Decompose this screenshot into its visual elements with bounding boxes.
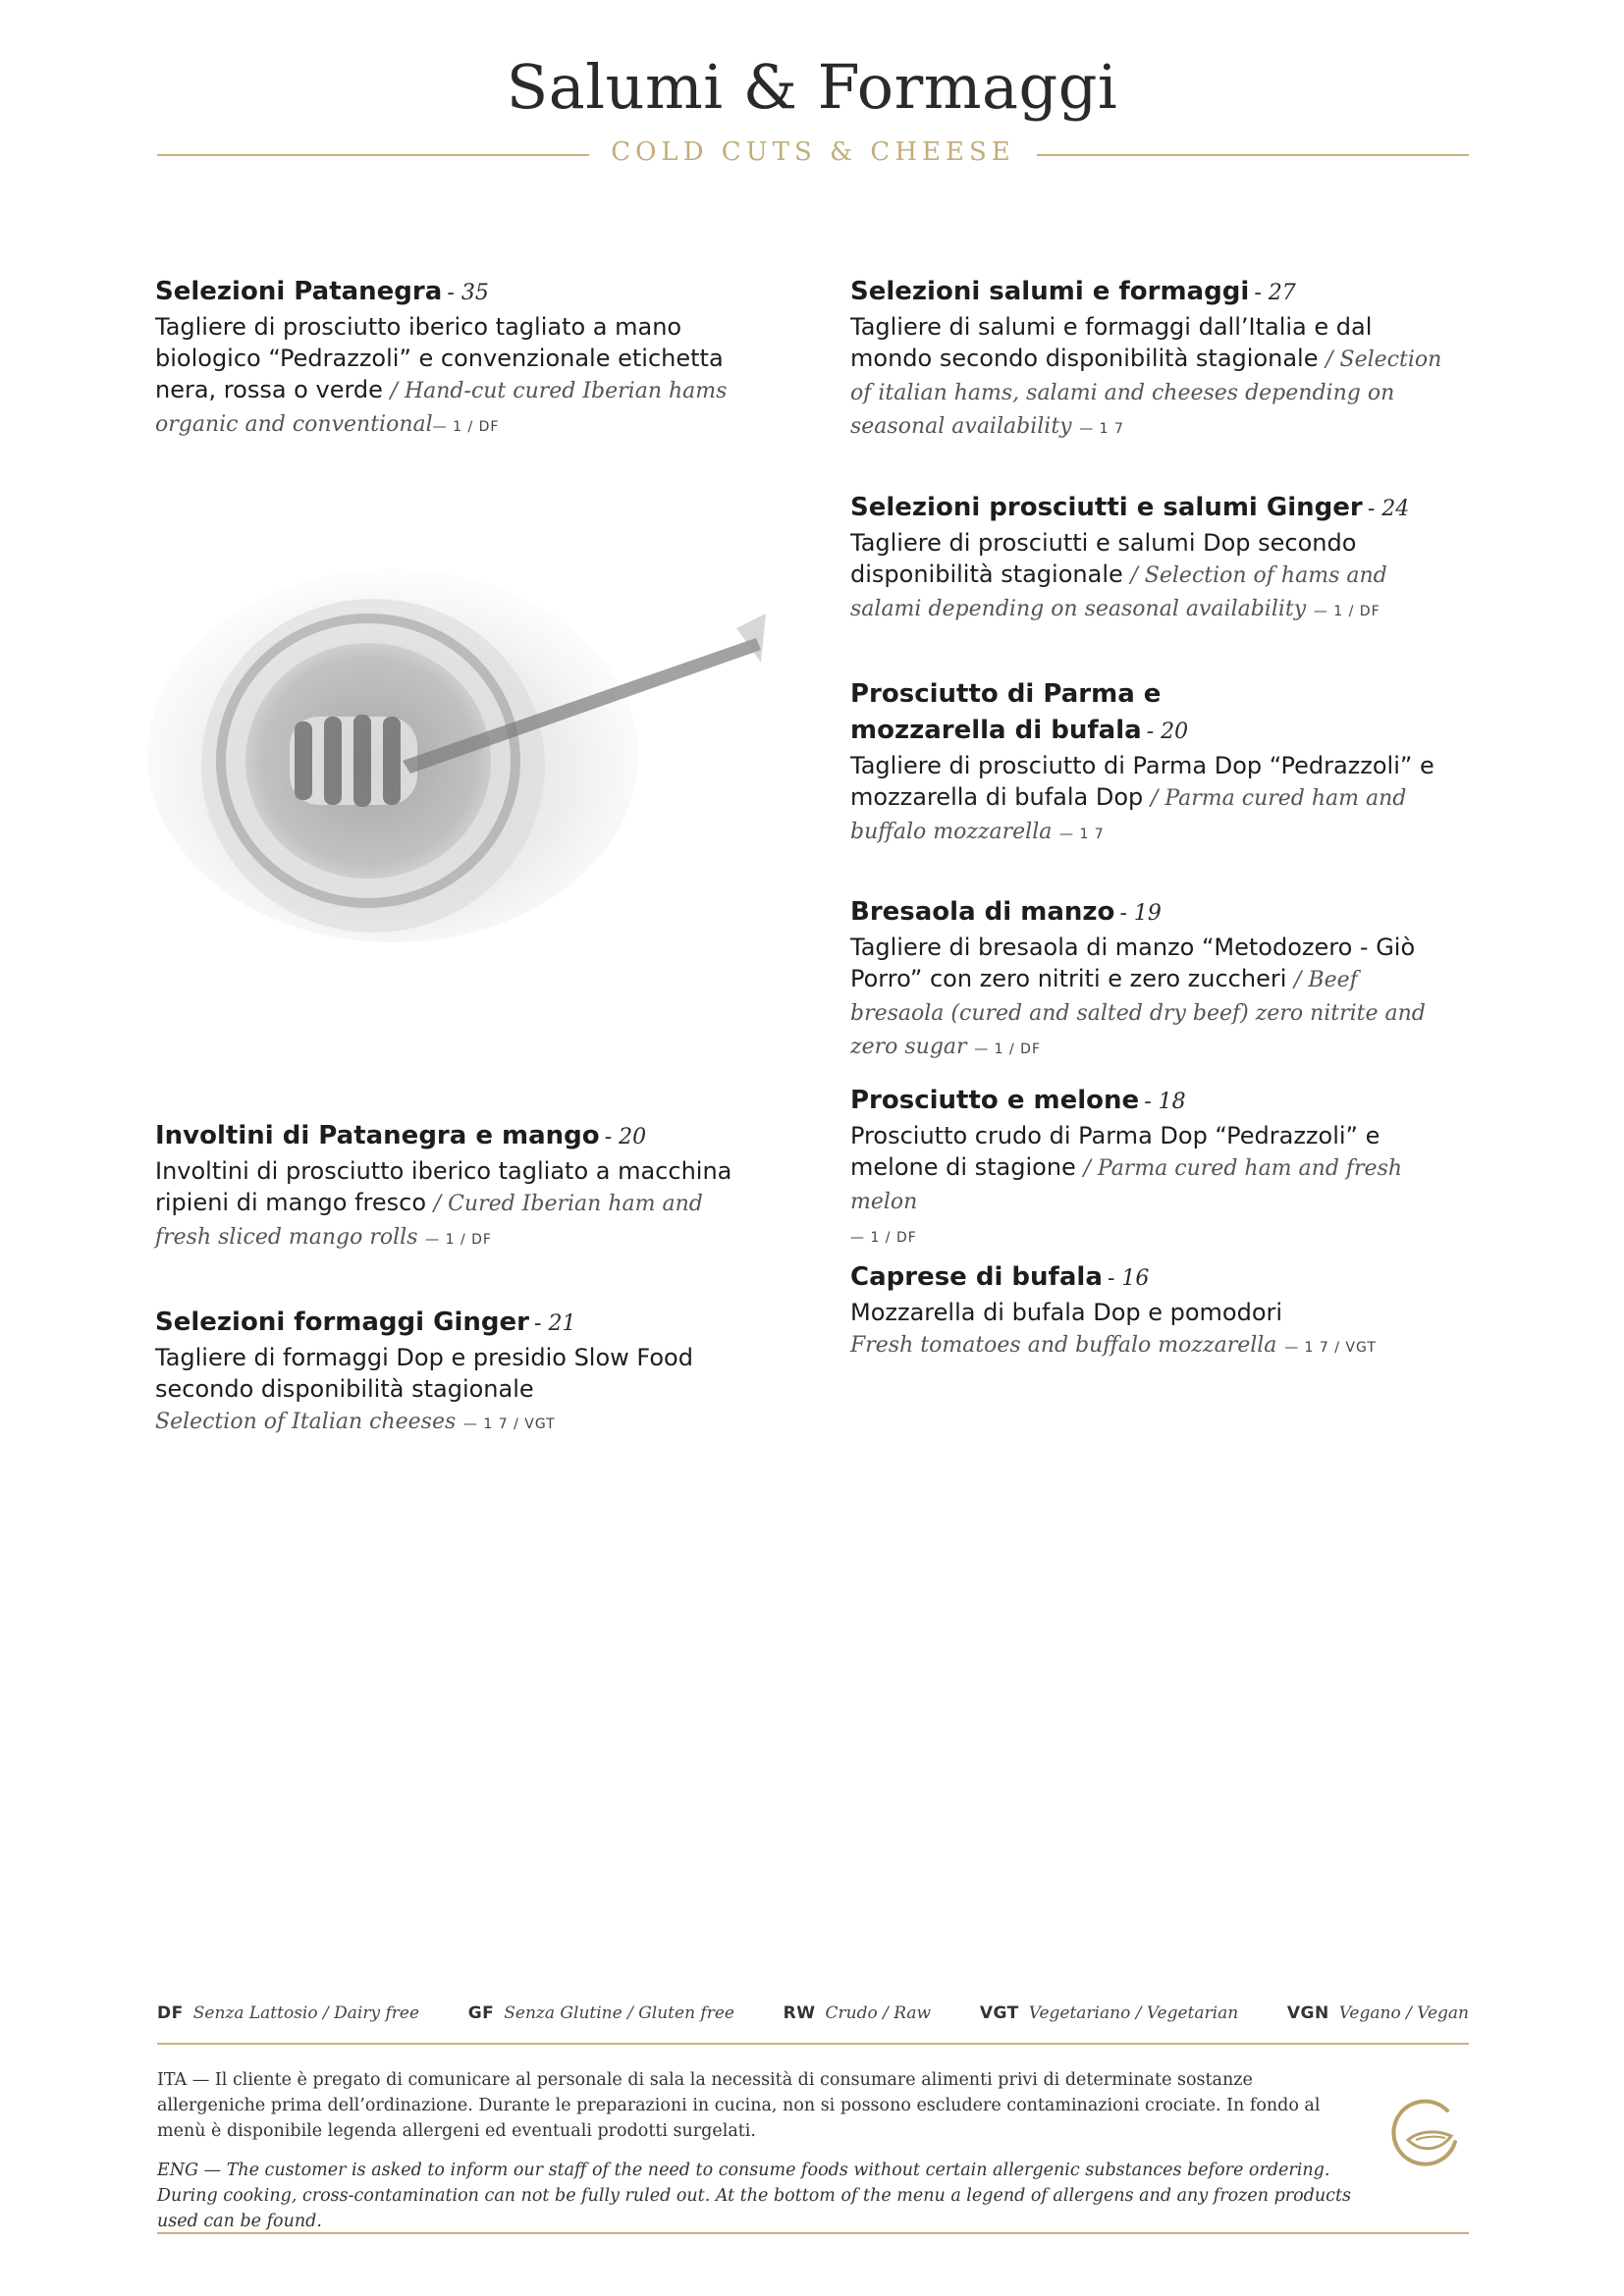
item-english: Fresh tomatoes and buffalo mozzarella — [850, 1333, 1277, 1358]
legend-item — [784, 2003, 931, 2023]
menu-item-involtini — [155, 1119, 754, 1255]
item-allergens: — 1 / DF — [432, 419, 500, 435]
footer-divider — [157, 2232, 1469, 2234]
legend-code: VGN — [1286, 2003, 1329, 2023]
item-name: Selezioni formaggi Ginger — [155, 1308, 529, 1337]
item-allergens: — 1 / DF — [1313, 604, 1380, 619]
item-price: - 19 — [1119, 901, 1162, 926]
legend-item — [980, 2003, 1238, 2023]
page-title: Salumi & Formaggi — [506, 51, 1118, 123]
item-price: - 16 — [1107, 1266, 1150, 1291]
legend-text: Vegetariano / Vegetarian — [1028, 2003, 1239, 2023]
item-allergens: — 1 7 — [1079, 421, 1124, 437]
item-allergens: — 1 7 / VGT — [462, 1416, 556, 1432]
item-english: / Cured Iberian ham and fresh sliced mango rolls — [155, 1192, 703, 1250]
item-name: Selezioni salumi e formaggi — [850, 277, 1250, 306]
page-subtitle: COLD CUTS & CHEESE — [611, 137, 1015, 167]
item-name: Bresaola di manzo — [850, 897, 1115, 927]
item-english: / Selection of italian hams, salami and cheeses depending on seasonal availability — [850, 347, 1442, 439]
legend-code: RW — [783, 2003, 816, 2023]
item-description: Tagliere di salumi e formaggi dall’Italia e dal mondo secondo disponibilità stagionale — [850, 313, 1373, 372]
item-name: Selezioni Patanegra — [155, 277, 443, 306]
item-price: - 21 — [534, 1311, 576, 1336]
item-allergens: — 1 / DF — [850, 1230, 917, 1246]
divider-left — [157, 154, 589, 156]
menu-item-melone — [850, 1084, 1449, 1254]
item-english: Selection of Italian cheeses — [155, 1410, 457, 1434]
item-english: / Beef bresaola (cured and salted dry beef) zero nitrite and zero sugar — [850, 968, 1426, 1059]
item-description: Tagliere di bresaola di manzo “Metodozero - Giò Porro” con zero nitriti e zero zuccheri — [850, 934, 1416, 992]
item-name-line1: Prosciutto di Parma e — [850, 679, 1162, 709]
menu-item-salumi-formaggi — [850, 275, 1449, 445]
item-english: / Hand-cut cured Iberian hams organic and conventional — [155, 379, 728, 437]
menu-item-patanegra — [155, 275, 754, 443]
ginger-logo-icon — [1386, 2095, 1465, 2173]
item-name: Involtini di Patanegra e mango — [155, 1121, 600, 1150]
allergy-note-eng: ENG — The customer is asked to inform our staff of the need to consume foods without certain allergenic substances before ordering. During cooking, cross-contamination can not be fully ruled out. At the bottom of the menu a legend of allergens and any frozen products used can be found. — [157, 2161, 1351, 2231]
item-price: - 27 — [1254, 281, 1296, 305]
item-price: - 24 — [1367, 497, 1410, 521]
item-description: Tagliere di prosciutto iberico tagliato a mano biologico “Pedrazzoli” e convenzionale etichetta nera, rossa o verde — [155, 313, 724, 403]
item-name: Caprese di bufala — [850, 1262, 1103, 1292]
menu-item-prosciutti-ginger — [850, 491, 1449, 627]
item-allergens: — 1 / DF — [974, 1041, 1041, 1057]
legend-code: VGT — [979, 2003, 1019, 2023]
legend-text: Senza Glutine / Gluten free — [504, 2003, 734, 2023]
item-name: Selezioni prosciutti e salumi Ginger — [850, 493, 1363, 522]
item-allergens: — 1 7 / VGT — [1284, 1340, 1377, 1356]
item-name-line2: mozzarella di bufala — [850, 716, 1142, 745]
item-price: - 20 — [604, 1125, 647, 1149]
item-description: Mozzarella di bufala Dop e pomodori — [850, 1299, 1283, 1326]
subtitle-row — [157, 137, 1469, 173]
item-description: Tagliere di prosciutto di Parma Dop “Pedrazzoli” e mozzarella di bufala Dop — [850, 752, 1435, 811]
menu-item-parma-mozzarella — [850, 677, 1449, 850]
menu-item-bresaola — [850, 895, 1449, 1065]
menu-item-caprese — [850, 1260, 1449, 1363]
allergy-note-ita: ITA — Il cliente è pregato di comunicare al personale di sala la necessità di consumare alimenti privi di determinate sostanze allergeniche prima dell’ordinazione. Durante le preparazioni in cucina, non si possono escludere contaminazioni crociate. In fondo al menù è disponibile legenda allergeni ed eventuali prodotti surgelati. — [157, 2070, 1321, 2141]
item-allergens: — 1 / DF — [425, 1232, 492, 1248]
item-description: Prosciutto crudo di Parma Dop “Pedrazzoli” e melone di stagione — [850, 1122, 1380, 1181]
item-allergens: — 1 7 — [1059, 827, 1105, 842]
honey-bowl-illustration — [147, 520, 776, 952]
divider-right — [1037, 154, 1469, 156]
item-description: Tagliere di formaggi Dop e presidio Slow Food secondo disponibilità stagionale — [155, 1344, 693, 1403]
legend-text: Senza Lattosio / Dairy free — [192, 2003, 420, 2023]
legend-item — [1287, 2003, 1469, 2023]
item-name: Prosciutto e melone — [850, 1086, 1140, 1115]
item-english: / Selection of hams and salami depending on seasonal availability — [850, 563, 1387, 621]
item-price: - 20 — [1146, 720, 1189, 744]
item-description: Tagliere di prosciutti e salumi Dop secondo disponibilità stagionale — [850, 529, 1357, 588]
allergen-legend — [157, 1999, 1469, 2028]
legend-item — [157, 2003, 419, 2023]
legend-text: Vegano / Vegan — [1338, 2003, 1469, 2023]
item-price: - 18 — [1144, 1090, 1186, 1114]
menu-item-formaggi-ginger — [155, 1306, 754, 1440]
item-english: / Parma cured ham and fresh melon — [850, 1156, 1403, 1214]
item-english: / Parma cured ham and buffalo mozzarella — [850, 786, 1407, 844]
legend-code: DF — [157, 2003, 184, 2023]
legend-divider — [157, 2043, 1469, 2045]
item-description: Involtini di prosciutto iberico tagliato a macchina ripieni di mango fresco — [155, 1157, 732, 1216]
legend-code: GF — [467, 2003, 495, 2023]
legend-item — [468, 2003, 734, 2023]
legend-text: Crudo / Raw — [825, 2003, 932, 2023]
item-price: - 35 — [447, 281, 489, 305]
